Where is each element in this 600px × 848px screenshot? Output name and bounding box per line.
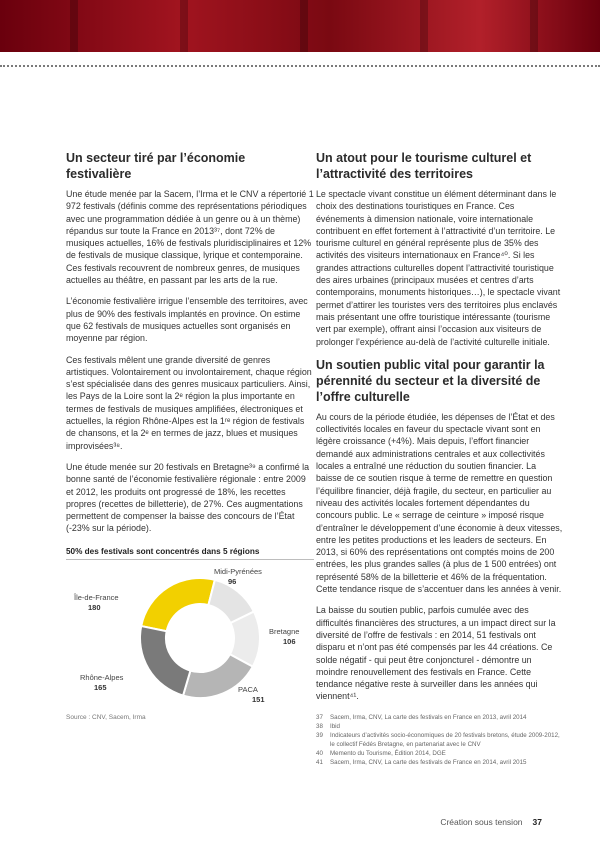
paragraph: Ces festivals mêlent une grande diversité de genres artistiques. Volontairement ou involontairement, chaque région s’est spécialisée dans des genres musicaux particuliers. Ainsi, les Pays de la Loire sont la 2ᵉ région la plus importante en termes de festivals de musiques amplifiées, électroniques et actuelles, la région Rhône-Alpes est la 1ʳᵉ région de festivals de chansons, et la 2ᵉ en termes de jazz, blues et musiques improvisées³⁸. — [66, 354, 312, 451]
footnote — [316, 749, 564, 758]
paragraph: Une étude menée par la Sacem, l’Irma et le CNV a répertorié 1 972 festivals (définis comme des représentations périodiques avec une programmation dédiée à un genre ou à un thème) répandus sur toute la France en 2013³⁷, dont 72% de musiques actuelles, 16% de festivals pluridisciplinaires et 12% de festivals de musique classique, lyrique et contemporaine. Ces festivals recouvrent de nombreux genres, de musiques actuelles au théâtre, en passant par les arts de la rue. — [66, 189, 314, 286]
curtain-fold — [420, 0, 428, 52]
slice-value: 180 — [88, 602, 101, 612]
chart-source: Source : CNV, Sacem, Irma — [66, 713, 146, 721]
section-heading: Un atout pour le tourisme culturel et l’attractivité des territoires — [316, 151, 532, 181]
footnote-text: Memento du Tourisme, Édition 2014, DGE — [330, 749, 446, 757]
donut-slice — [140, 626, 190, 696]
dotted-separator — [0, 65, 600, 67]
footnote — [316, 722, 564, 731]
section-heading: Un secteur tiré par l’économie festivalière — [66, 151, 246, 181]
paragraph: Une étude menée sur 20 festivals en Bretagne³⁹ a confirmé la bonne santé de l’économie festivalière régionale : entre 2009 et 2012, les produits ont progressé de 18%, les recettes propres (recettes de billetterie), de 27%. Ces augmentations permettent de compenser la baisse des concours de l’État (-23% sur la période). — [66, 461, 310, 534]
slice-value: 165 — [94, 682, 107, 692]
left-column — [66, 150, 314, 721]
paragraph: Le spectacle vivant constitue un élément déterminant dans le choix des destinations touristiques en France. Ces événements à dimension nationale, voire internationale contribuent en effet fortement à l’attractivité d’un territoire. Le tourisme culturel en général représente plus de 35% des activités des visiteurs internationaux en France⁴⁰. Si les grandes attractions culturelles dopent l’attractivité touristique des aires urbaines (principaux musées et centres d’arts contemporains, monuments historiques…), le spectacle vivant permet d’attirer les touristes vers des territoires plus enclavés mais présentant une offre touristique intéressante (tourisme vert par exemple), offrant ainsi l’occasion aux visiteurs de prolonger l’expérience au-delà de l’activité culturelle initiale. — [316, 189, 561, 347]
footnote — [316, 758, 564, 767]
section-heading: Un soutien public vital pour garantir la pérennité du secteur et la diversité de l’offre culturelle — [316, 357, 545, 404]
footnote — [316, 731, 564, 749]
curtain-fold — [70, 0, 78, 52]
page-number: 37 — [532, 817, 542, 827]
page-footer — [440, 817, 542, 827]
footer-title: Création sous tension — [440, 817, 523, 827]
footnote-text: Ibid — [330, 722, 340, 730]
footnote-text: Sacem, Irma, CNV, La carte des festivals de France en 2014, avril 2015 — [330, 758, 527, 766]
slice-value: 151 — [252, 694, 265, 704]
footnote-text: Sacem, Irma, CNV, La carte des festivals en France en 2013, avril 2014 — [330, 713, 527, 721]
donut-chart — [66, 544, 314, 721]
chart-title: 50% des festivals sont concentrés dans 5 régions — [66, 544, 314, 560]
right-column — [316, 150, 564, 767]
paragraph: L’économie festivalière irrigue l’ensemble des territoires, avec plus de 90% des festivals implantés en province. On estime que 62 festivals de musiques actuelles sont organisés en moyenne par région. — [66, 296, 308, 344]
footnotes — [316, 713, 564, 767]
curtain-fold — [300, 0, 308, 52]
footnote-text: Indicateurs d’activités socio-économiques de 20 festivals bretons, étude 2009-2012, le collectif Fédés Bretagne, en partenariat avec le CNV — [330, 731, 560, 748]
header-banner — [0, 0, 600, 52]
footnote-number: 38 — [316, 722, 323, 730]
donut-chart-svg — [66, 562, 314, 712]
paragraph: Au cours de la période étudiée, les dépenses de l’État et des collectivités locales en faveur du spectacle vivant sont en légère croissance (+4%). Mais depuis, l’effort financier demandé aux administrations centrales et aux collectivités locales a entraîné une réduction du soutien financier. La baisse de ce soutien risque à terme de remettre en question l’équilibre financier, déjà fragile, du secteur, en particulier au niveau des activités locales fortement dépendantes du concours public. Le « serrage de ceinture » imposé risque d’entraîner le développement d’une économie à deux vitesses, entre les petites productions et les leaders de secteurs. En 2013, si 60% des représentations ont comptés moins de 200 entrées, les plus grandes salles (à plus de 1 500 entrées) ont représenté 58% de la billetterie et 46% de la fréquentation. Cette tendance risque de s’accentuer dans les années à venir. — [316, 411, 563, 595]
slice-label: Île-de-France — [74, 592, 119, 602]
donut-slice — [141, 578, 215, 631]
paragraph: La baisse du soutien public, parfois cumulée avec des difficultés financières des structures, a un impact direct sur la diversité de l’offre de festivals : en 2014, 51 festivals ont disparu et n’ont pas été compensés par les 44 créations. Ce solde négatif - qui peut être conjoncturel - démontre un moindre renouvellement des festivals en France. Cette tendance négative reste à surveiller dans les années qui viennent⁴¹. — [316, 605, 556, 702]
slice-label: Midi-Pyrénées — [214, 566, 262, 576]
footnote — [316, 713, 564, 722]
slice-value: 106 — [283, 636, 296, 646]
footnote-number: 37 — [316, 713, 323, 721]
curtain-fold — [530, 0, 538, 52]
slice-value: 96 — [228, 576, 237, 586]
footnote-number: 40 — [316, 749, 323, 757]
footnote-number: 41 — [316, 758, 323, 766]
curtain-fold — [180, 0, 188, 52]
footnote-number: 39 — [316, 731, 323, 739]
slice-label: Rhône-Alpes — [80, 672, 124, 682]
slice-label: PACA — [238, 684, 258, 694]
slice-label: Bretagne — [269, 626, 300, 636]
